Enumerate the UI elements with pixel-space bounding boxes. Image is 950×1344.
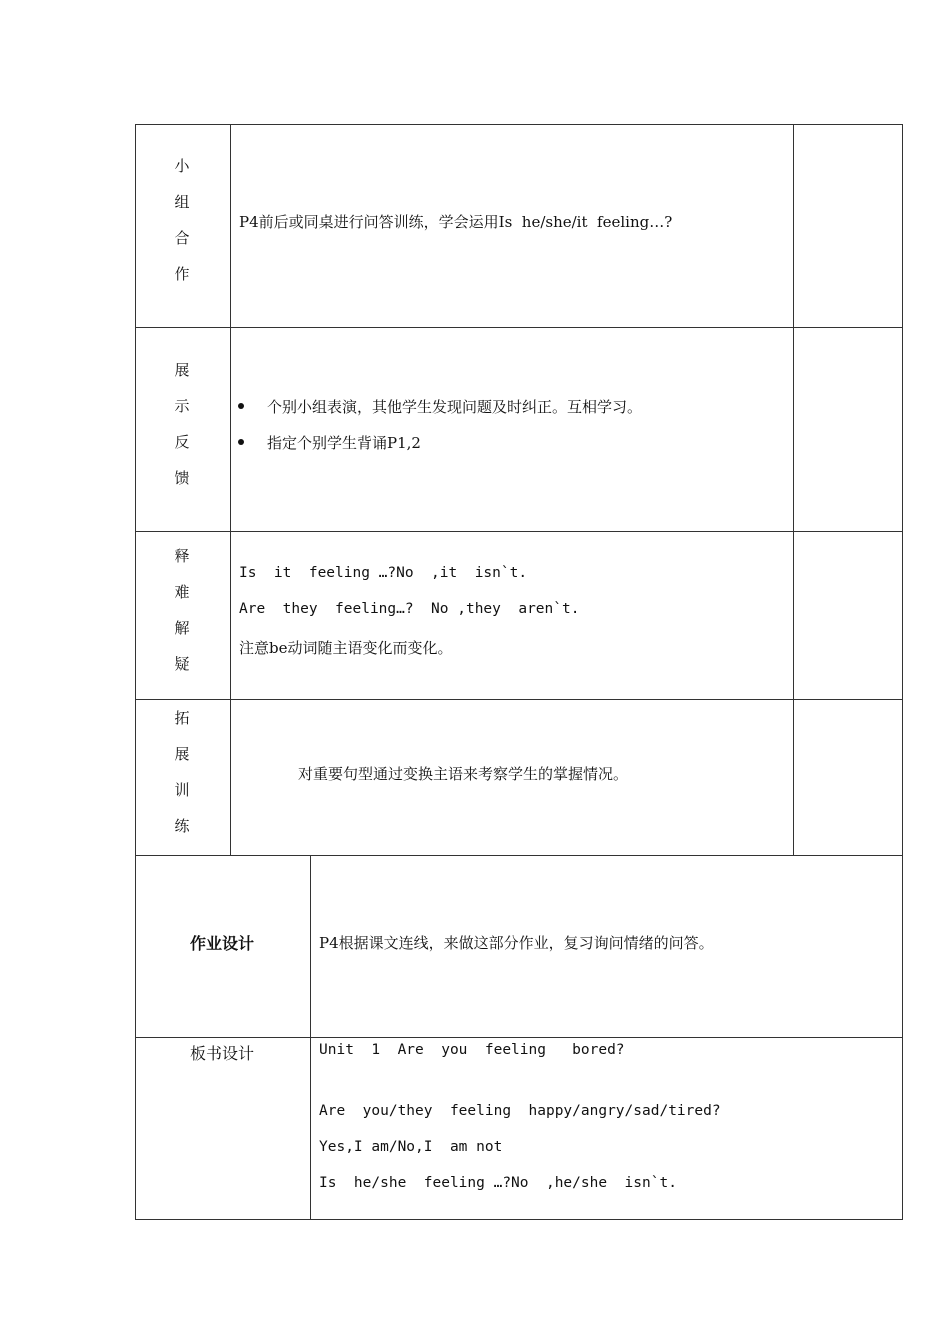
difficulty-line: Is it feeling …?No ,it isn`t. bbox=[239, 565, 528, 581]
group-work-content: P4前后或同桌进行问答训练，学会运用Is he/she/it feeling…? bbox=[239, 213, 673, 231]
row-divider bbox=[135, 531, 903, 532]
row-label-group-work bbox=[135, 148, 229, 292]
row-label-extension bbox=[135, 700, 229, 844]
board-label: 板书设计 bbox=[190, 1044, 255, 1063]
homework-content: P4根据课文连线，来做这部分作业，复习询问情绪的问答。 bbox=[319, 934, 714, 952]
column-divider bbox=[230, 124, 231, 855]
difficulty-line: Are they feeling…? No ,they aren`t. bbox=[239, 601, 580, 617]
label-char: 难 bbox=[174, 583, 190, 601]
bullet-icon bbox=[238, 439, 244, 445]
bullet-icon bbox=[238, 403, 244, 409]
board-line: Is he/she feeling …?No ,he/she isn`t. bbox=[319, 1175, 677, 1191]
label-char: 拓 bbox=[174, 709, 190, 727]
label-char: 解 bbox=[174, 619, 190, 637]
label-char: 小 bbox=[174, 157, 190, 175]
presentation-bullet bbox=[238, 396, 778, 416]
row-divider bbox=[135, 327, 903, 328]
row-divider bbox=[135, 1037, 903, 1038]
label-char: 释 bbox=[174, 547, 190, 565]
row-label-presentation bbox=[135, 352, 229, 496]
label-char: 反 bbox=[174, 433, 190, 451]
label-char: 展 bbox=[174, 745, 190, 763]
presentation-bullet bbox=[238, 432, 778, 452]
homework-label: 作业设计 bbox=[190, 934, 255, 953]
board-line: Yes,I am/No,I am not bbox=[319, 1139, 503, 1155]
label-char: 作 bbox=[174, 265, 190, 283]
bullet-text: 个别小组表演，其他学生发现问题及时纠正。互相学习。 bbox=[267, 398, 643, 416]
row-divider bbox=[135, 855, 903, 856]
label-char: 训 bbox=[174, 781, 190, 799]
row-label-difficulties bbox=[135, 538, 229, 682]
difficulty-line: 注意be动词随主语变化而变化。 bbox=[239, 639, 453, 657]
bullet-text: 指定个别学生背诵P1,2 bbox=[267, 434, 421, 452]
label-char: 合 bbox=[174, 229, 190, 247]
board-title: Unit 1 Are you feeling bored? bbox=[319, 1042, 625, 1058]
extension-content: 对重要句型通过变换主语来考察学生的掌握情况。 bbox=[298, 765, 629, 783]
column-divider bbox=[793, 124, 794, 855]
row-divider bbox=[135, 699, 903, 700]
label-char: 练 bbox=[174, 817, 190, 835]
label-char: 示 bbox=[174, 397, 190, 415]
label-char: 组 bbox=[174, 193, 190, 211]
board-line: Are you/they feeling happy/angry/sad/tired? bbox=[319, 1103, 721, 1119]
label-char: 馈 bbox=[174, 469, 190, 487]
label-char: 疑 bbox=[174, 655, 190, 673]
column-divider bbox=[310, 855, 311, 1220]
label-char: 展 bbox=[174, 361, 190, 379]
